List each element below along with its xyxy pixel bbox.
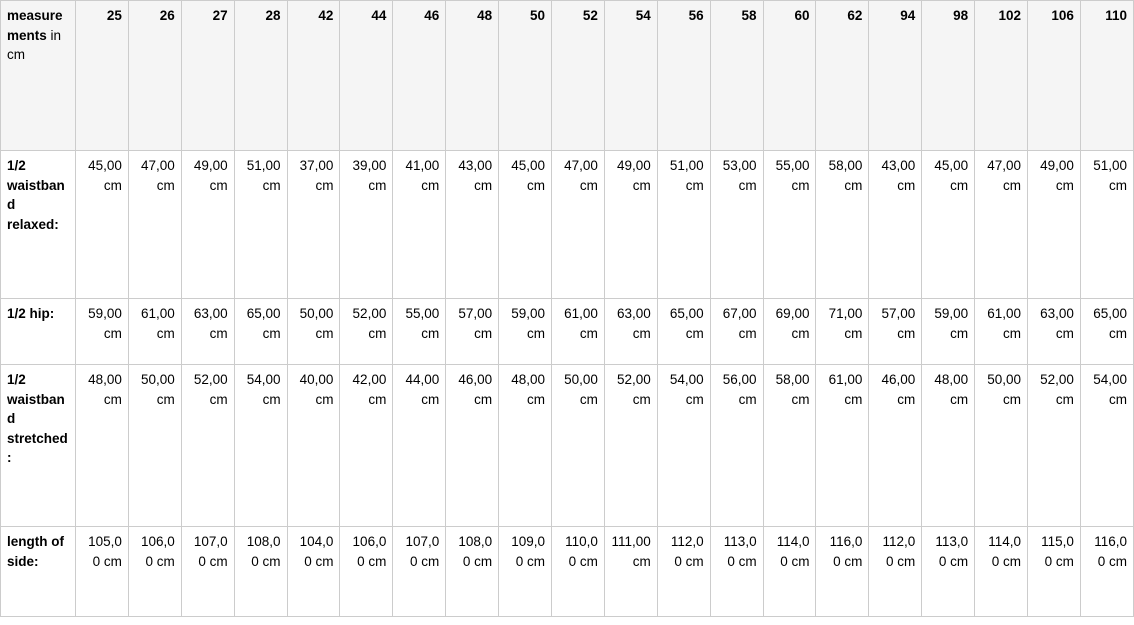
column-header-10: 54 [604,1,657,151]
table-cell: 105,00 cm [76,527,129,617]
table-cell: 40,00 cm [287,365,340,527]
table-row-length [1,527,1134,617]
table-cell: 58,00 cm [763,365,816,527]
table-cell: 113,00 cm [710,527,763,617]
column-header-4: 42 [287,1,340,151]
table-cell: 71,00 cm [816,299,869,365]
table-cell: 47,00 cm [552,151,605,299]
table-cell: 59,00 cm [76,299,129,365]
corner-label-unit: in cm [7,27,62,63]
table-cell: 54,00 cm [234,365,287,527]
column-header-2: 27 [181,1,234,151]
corner-label-bold: measurements [7,8,63,43]
table-cell: 50,00 cm [552,365,605,527]
column-header-18: 106 [1028,1,1081,151]
table-cell: 63,00 cm [181,299,234,365]
table-cell: 104,00 cm [287,527,340,617]
row-label: 1/2 hip: [1,299,76,365]
table-cell: 59,00 cm [922,299,975,365]
table-cell: 63,00 cm [1028,299,1081,365]
table-cell: 51,00 cm [234,151,287,299]
table-cell: 61,00 cm [816,365,869,527]
table-cell: 47,00 cm [975,151,1028,299]
table-row-hip [1,299,1134,365]
column-header-19: 110 [1080,1,1133,151]
table-cell: 63,00 cm [604,299,657,365]
row-label: 1/2 waistband stretched: [1,365,76,527]
table-cell: 56,00 cm [710,365,763,527]
table-row-waist-stretched [1,365,1134,527]
table-cell: 61,00 cm [128,299,181,365]
table-cell: 51,00 cm [1080,151,1133,299]
table-cell: 45,00 cm [922,151,975,299]
column-header-1: 26 [128,1,181,151]
column-header-17: 102 [975,1,1028,151]
column-header-13: 60 [763,1,816,151]
table-cell: 44,00 cm [393,365,446,527]
column-header-8: 50 [499,1,552,151]
column-header-0: 25 [76,1,129,151]
table-cell: 57,00 cm [869,299,922,365]
table-cell: 48,00 cm [922,365,975,527]
column-header-12: 58 [710,1,763,151]
table-cell: 69,00 cm [763,299,816,365]
table-cell: 55,00 cm [393,299,446,365]
table-cell: 57,00 cm [446,299,499,365]
table-cell: 49,00 cm [1028,151,1081,299]
table-cell: 108,00 cm [234,527,287,617]
column-header-14: 62 [816,1,869,151]
table-cell: 108,00 cm [446,527,499,617]
table-header-row [1,1,1134,151]
table-cell: 65,00 cm [1080,299,1133,365]
table-cell: 116,00 cm [1080,527,1133,617]
table-body [1,151,1134,617]
table-cell: 52,00 cm [1028,365,1081,527]
table-corner-header [1,1,76,151]
table-cell: 45,00 cm [76,151,129,299]
column-header-3: 28 [234,1,287,151]
table-cell: 111,00 cm [604,527,657,617]
table-cell: 43,00 cm [869,151,922,299]
table-cell: 110,00 cm [552,527,605,617]
table-cell: 112,00 cm [869,527,922,617]
table-cell: 42,00 cm [340,365,393,527]
table-cell: 39,00 cm [340,151,393,299]
column-header-15: 94 [869,1,922,151]
table-cell: 53,00 cm [710,151,763,299]
table-cell: 109,00 cm [499,527,552,617]
row-label: length of side: [1,527,76,617]
column-header-9: 52 [552,1,605,151]
table-cell: 65,00 cm [234,299,287,365]
table-cell: 49,00 cm [181,151,234,299]
table-cell: 55,00 cm [763,151,816,299]
table-cell: 41,00 cm [393,151,446,299]
table-cell: 46,00 cm [446,365,499,527]
table-cell: 50,00 cm [975,365,1028,527]
table-cell: 106,00 cm [340,527,393,617]
table-cell: 43,00 cm [446,151,499,299]
column-header-5: 44 [340,1,393,151]
row-label: 1/2 waistband relaxed: [1,151,76,299]
table-cell: 37,00 cm [287,151,340,299]
table-cell: 52,00 cm [604,365,657,527]
table-cell: 114,00 cm [763,527,816,617]
table-cell: 112,00 cm [657,527,710,617]
table-cell: 107,00 cm [393,527,446,617]
table-cell: 113,00 cm [922,527,975,617]
table-cell: 115,00 cm [1028,527,1081,617]
column-header-7: 48 [446,1,499,151]
table-cell: 48,00 cm [76,365,129,527]
table-row-waist-relaxed [1,151,1134,299]
table-cell: 48,00 cm [499,365,552,527]
table-cell: 54,00 cm [657,365,710,527]
table-cell: 61,00 cm [975,299,1028,365]
column-header-6: 46 [393,1,446,151]
table-cell: 67,00 cm [710,299,763,365]
table-cell: 59,00 cm [499,299,552,365]
table-cell: 114,00 cm [975,527,1028,617]
table-cell: 50,00 cm [128,365,181,527]
table-cell: 52,00 cm [181,365,234,527]
table-cell: 51,00 cm [657,151,710,299]
table-cell: 49,00 cm [604,151,657,299]
table-header [1,1,1134,151]
table-cell: 45,00 cm [499,151,552,299]
table-cell: 47,00 cm [128,151,181,299]
table-cell: 106,00 cm [128,527,181,617]
table-cell: 61,00 cm [552,299,605,365]
table-cell: 58,00 cm [816,151,869,299]
column-header-11: 56 [657,1,710,151]
table-cell: 46,00 cm [869,365,922,527]
table-cell: 116,00 cm [816,527,869,617]
table-cell: 107,00 cm [181,527,234,617]
column-header-16: 98 [922,1,975,151]
table-cell: 65,00 cm [657,299,710,365]
table-cell: 52,00 cm [340,299,393,365]
table-cell: 50,00 cm [287,299,340,365]
table-cell: 54,00 cm [1080,365,1133,527]
